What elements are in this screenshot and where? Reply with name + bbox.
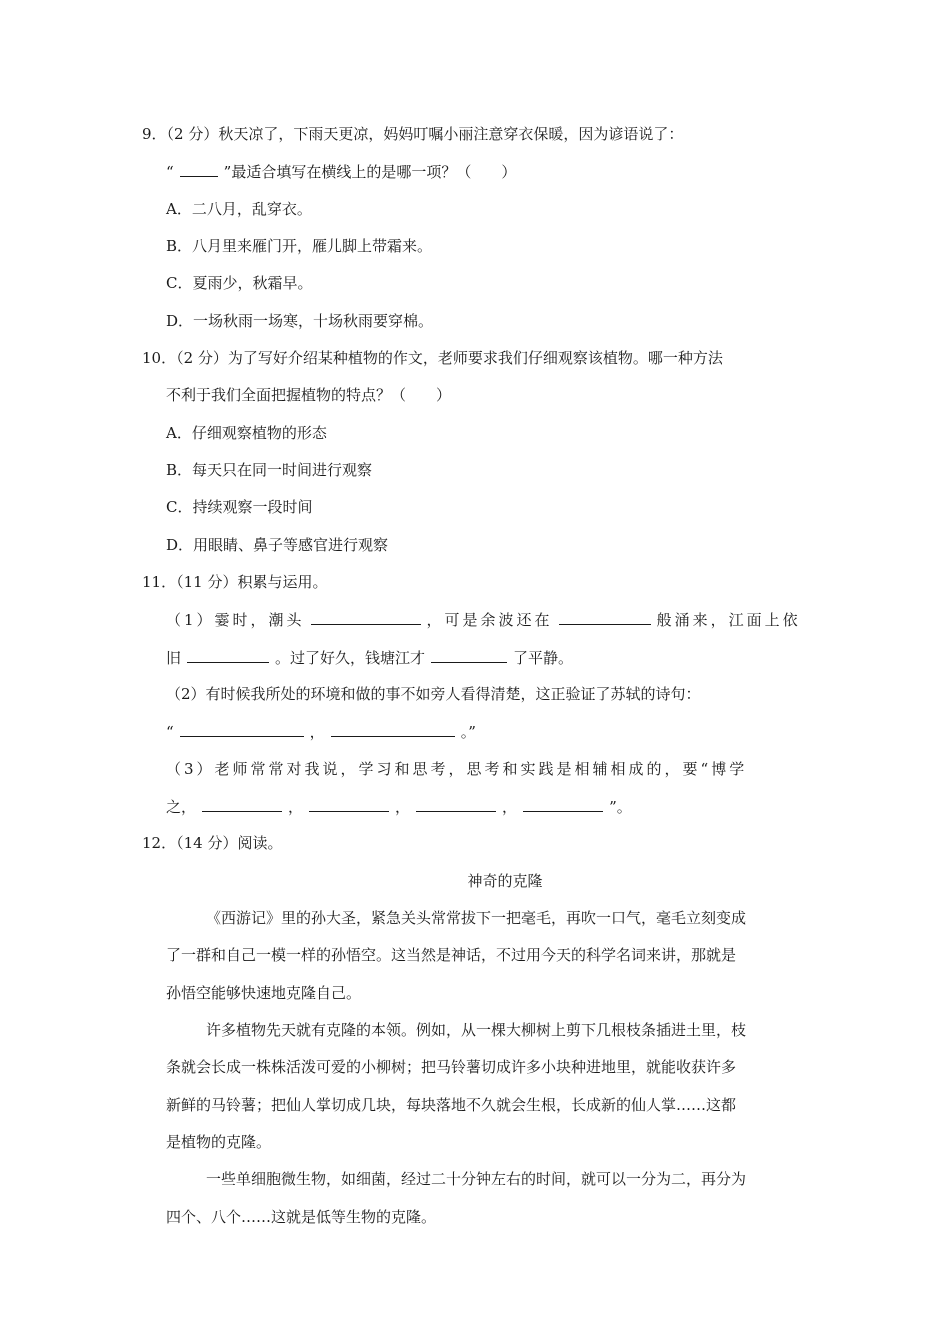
option-b: B．八月里来雁门开，雁儿脚上带霜来。 [166, 237, 433, 255]
sub-question-2: （2）有时候我所处的环境和做的事不如旁人看得清楚，这正验证了苏轼的诗句： [166, 685, 701, 703]
passage-line: 了一群和自己一模一样的孙悟空。这当然是神话，不过用今天的科学名词来讲，那就是 [166, 946, 737, 964]
question-10-stem-line2: 不利于我们全面把握植物的特点？（ ） [166, 386, 452, 404]
passage-line: 孙悟空能够快速地克隆自己。 [166, 984, 362, 1002]
answer-blank[interactable] [331, 720, 455, 737]
question-9-stem-line2: “ ”最适合填写在横线上的是哪一项？（ ） [0, 160, 950, 182]
option-c: C．持续观察一段时间 [166, 498, 313, 516]
answer-blank[interactable] [180, 160, 218, 177]
passage-paragraph-1: 《西游记》里的孙大圣，紧急关头常常拔下一把毫毛，再吹一口气，毫毛立刻变成 [206, 909, 747, 927]
passage-title: 神奇的克隆 [467, 872, 543, 890]
question-11-stem: 11．（11 分）积累与运用。 [142, 573, 328, 591]
answer-blank[interactable] [311, 608, 421, 625]
question-10-stem: 10．（2 分）为了写好介绍某种植物的作文，老师要求我们仔细观察该植物。哪一种方法 [142, 349, 723, 367]
option-c: C．夏雨少，秋霜早。 [166, 274, 313, 292]
sub-question-2-line2: “ ， 。” [0, 720, 950, 742]
answer-blank[interactable] [416, 795, 496, 812]
sub-question-3-line2: 之， ， ， ， ”。 [0, 795, 950, 817]
option-a: A．仔细观察植物的形态 [166, 424, 327, 442]
passage-line: 新鲜的马铃薯；把仙人掌切成几块，每块落地不久就会生根，长成新的仙人掌……这都 [166, 1096, 737, 1114]
answer-blank[interactable] [180, 720, 304, 737]
answer-blank[interactable] [202, 795, 282, 812]
question-12-stem: 12．（14 分）阅读。 [142, 834, 283, 852]
sub-question-1-line2: 旧 。过了好久，钱塘江才 了平静。 [0, 646, 950, 668]
sub-question-3: （3）老师常常对我说，学习和思考，思考和实践是相辅相成的，要“博学 [166, 760, 748, 778]
option-a: A．二八月，乱穿衣。 [166, 200, 312, 218]
passage-line: 是植物的克隆。 [166, 1133, 272, 1151]
question-9-stem: 9．（2 分）秋天凉了，下雨天更凉，妈妈叮嘱小丽注意穿衣保暖，因为谚语说了： [142, 125, 684, 143]
answer-blank[interactable] [431, 646, 507, 663]
answer-blank[interactable] [309, 795, 389, 812]
option-d: D．一场秋雨一场寒，十场秋雨要穿棉。 [166, 312, 434, 330]
option-d: D．用眼睛、鼻子等感官进行观察 [166, 536, 389, 554]
answer-blank[interactable] [523, 795, 603, 812]
answer-blank[interactable] [559, 608, 651, 625]
option-b: B．每天只在同一时间进行观察 [166, 461, 373, 479]
passage-line: 条就会长成一株株活泼可爱的小柳树；把马铃薯切成许多小块种进地里，就能收获许多 [166, 1058, 737, 1076]
passage-paragraph-2: 许多植物先天就有克隆的本领。例如，从一棵大柳树上剪下几根枝条插进土里，枝 [206, 1021, 747, 1039]
sub-question-1: （1）霎时，潮头 ，可是余波还在 般涌来，江面上依 [0, 608, 950, 630]
passage-line: 四个、八个……这就是低等生物的克隆。 [166, 1208, 437, 1226]
passage-paragraph-3: 一些单细胞微生物，如细菌，经过二十分钟左右的时间，就可以一分为二，再分为 [206, 1170, 747, 1188]
answer-blank[interactable] [187, 646, 269, 663]
